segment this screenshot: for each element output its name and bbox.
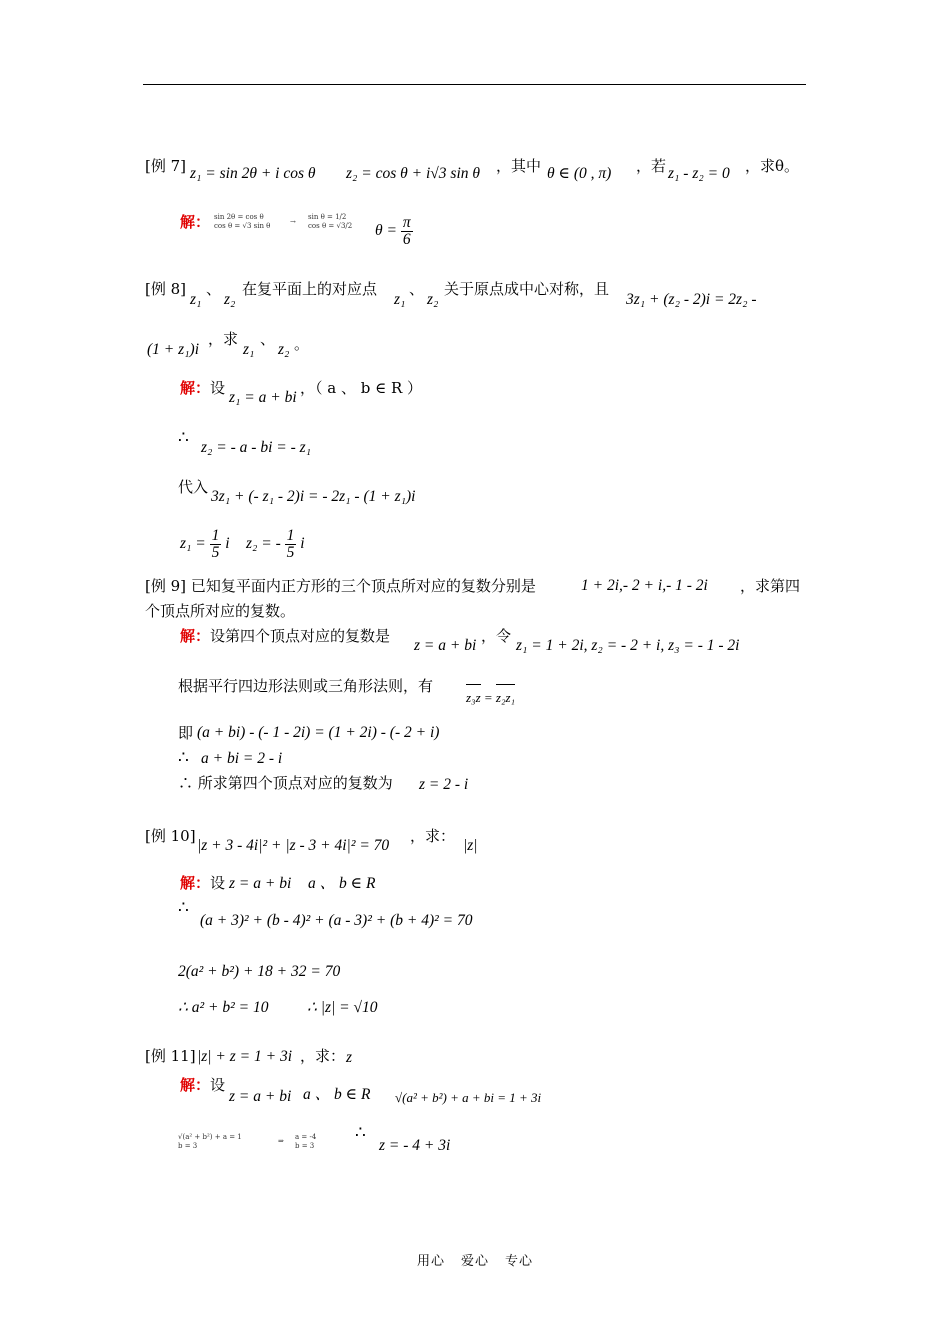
ex8-text2: 关于原点成中心对称，且 — [444, 280, 610, 298]
ex11-solution-line: 解：设 — [180, 1076, 226, 1094]
ex9-therefore: ∴ — [178, 748, 189, 768]
example-10-label: [例 10] — [145, 827, 196, 845]
ex11-therefore: ∴ — [355, 1123, 366, 1143]
ex11-target: z — [346, 1049, 353, 1066]
ex9-step1: (a + bi) - (- 1 - 2i) = (1 + 2i) - (- 2 + i) — [197, 724, 440, 741]
ex8-z1b: z₁ — [394, 291, 406, 308]
arrow-icon: ⇒ — [278, 1137, 284, 1145]
ex7-z2: z₂ = cos θ + i√3 sin θ — [346, 165, 481, 182]
ex7-answer: θ = $\frac{\pi}{6}$ — [375, 214, 411, 248]
ex7-answer-fraction: $\frac{\pi}{6}$ — [402, 214, 411, 248]
ex8-sep3: 、 — [260, 330, 276, 348]
ex11-answer: z = - 4 + 3i — [379, 1137, 451, 1154]
ex8-text1: 在复平面上的对应点 — [242, 280, 378, 298]
ex7-where: ，其中 — [496, 157, 542, 175]
vector-arrow-icon — [496, 684, 515, 685]
example-7-statement — [145, 156, 186, 176]
ex9-answer: z = 2 - i — [419, 776, 469, 793]
ex10-find: ，求： — [410, 827, 456, 845]
page-footer: 用心 爱心 专心 — [416, 1254, 534, 1269]
ex9-ji: 即 — [178, 724, 194, 742]
ex9-solution-line: 解：设第四个顶点对应的复数是 — [180, 627, 391, 645]
ex9-vector-eq: z₃z = z₂z₁ — [466, 684, 515, 708]
ex11-step1: √(a² + b²) + a + bi = 1 + 3i — [395, 1090, 542, 1105]
ex7-system-2: sin θ = 1/2 cos θ = √3/2 — [308, 213, 353, 230]
ex7-condition: z₁ - z₂ = 0 — [668, 165, 730, 182]
vector-arrow-icon — [466, 684, 481, 685]
ex9-step2: a + bi = 2 - i — [201, 750, 283, 767]
header-rule — [143, 84, 806, 85]
ex9-rule: 根据平行四边形法则或三角形法则，有 — [178, 677, 434, 695]
ex8-step2: 3z₁ + (- z₁ - 2)i = - 2z₁ - (1 + z₁)i — [211, 488, 416, 505]
ex7-system-1: sin 2θ = cos θ cos θ = √3 sin θ — [214, 213, 271, 230]
ex9-text3: 个顶点所对应的复数。 — [145, 602, 296, 620]
ex9-values: 1 + 2i,- 2 + i,- 1 - 2i — [581, 577, 708, 594]
ex9-define: z₁ = 1 + 2i, z₂ = - 2 + i, z₃ = - 1 - 2i — [516, 637, 740, 654]
ex10-step3: ∴ a² + b² = 10 — [178, 999, 269, 1016]
ex8-period: 。 — [294, 335, 310, 353]
ex9-conclusion: ∴ 所求第四个顶点对应的复数为 — [178, 774, 393, 792]
ex10-assume: z = a + bi — [229, 875, 292, 892]
example-7-label: [例 7] — [145, 157, 187, 175]
ex8-equation: 3z₁ + (z₂ - 2)i = 2z₂ - — [626, 291, 757, 308]
ex10-target: |z| — [463, 837, 478, 854]
ex11-system-2: a = -4 b = 3 — [295, 1133, 317, 1150]
example-11-label: [例 11] — [145, 1047, 196, 1065]
ex8-assume: z₁ = a + bi — [229, 389, 297, 406]
ex8-step1: z₂ = - a - bi = - z₁ — [201, 439, 312, 456]
arrow-icon: → — [290, 218, 296, 226]
ex8-substitute: 代入 — [178, 478, 209, 496]
ex8-z1: z₁ — [190, 291, 202, 308]
ex10-therefore: ∴ — [178, 898, 189, 918]
ex10-step2: 2(a² + b²) + 18 + 32 = 70 — [178, 963, 341, 980]
ex11-system-1: √(a² + b²) + a = 1 b = 3 — [178, 1133, 242, 1150]
ex11-find: ，求： — [300, 1047, 346, 1065]
ex7-find: ，求θ。 — [745, 157, 800, 175]
ex8-cond: ，（ a 、 b ∈ R ） — [300, 379, 423, 397]
ex8-z1c: z₁ — [243, 341, 255, 358]
ex10-cond: a 、 b ∈ R — [308, 875, 376, 892]
ex10-step1: (a + 3)² + (b - 4)² + (a - 3)² + (b + 4)² = 70 — [200, 912, 473, 929]
ex11-equation: |z| + z = 1 + 3i — [197, 1048, 293, 1065]
ex10-step4: ∴ |z| = √10 — [307, 999, 378, 1016]
example-8-label: [例 8] — [145, 280, 187, 298]
ex8-sep: 、 — [206, 280, 222, 298]
ex8-z2b: z₂ — [427, 291, 439, 308]
ex8-z1-result: z₁ = $\frac{1}{5}$ i — [180, 527, 230, 561]
ex8-z2: z₂ — [224, 291, 236, 308]
ex8-z2c: z₂ — [278, 341, 290, 358]
ex8-find: ，求 — [208, 330, 239, 348]
ex7-theta-range: θ ∈ (0 , π) — [547, 165, 612, 182]
ex8-equation-cont: (1 + z₁)i — [147, 341, 200, 358]
ex9-text2: ，求第四 — [740, 577, 801, 595]
ex9-assume: z = a + bi — [414, 637, 477, 654]
ex7-z1: z₁ = sin 2θ + i cos θ — [190, 165, 316, 182]
ex7-if: ，若 — [636, 157, 667, 175]
ex10-solution-line: 解：设 — [180, 874, 226, 892]
ex11-cond: a 、 b ∈ R — [303, 1086, 371, 1103]
ex11-assume: z = a + bi — [229, 1088, 292, 1105]
ex8-therefore: ∴ — [178, 428, 189, 448]
ex8-z2-result: z₂ = - $\frac{1}{5}$ i — [246, 527, 305, 561]
ex8-solution-line: 解：设 — [180, 379, 226, 397]
ex8-sep2: 、 — [409, 280, 425, 298]
ex7-solution-label: 解： — [180, 213, 211, 231]
ex10-equation: |z + 3 - 4i|² + |z - 3 + 4i|² = 70 — [197, 837, 390, 854]
example-9-line1: [例 9] 已知复平面内正方形的三个顶点所对应的复数分别是 — [145, 577, 536, 595]
ex9-ling: ，令 — [481, 627, 512, 645]
